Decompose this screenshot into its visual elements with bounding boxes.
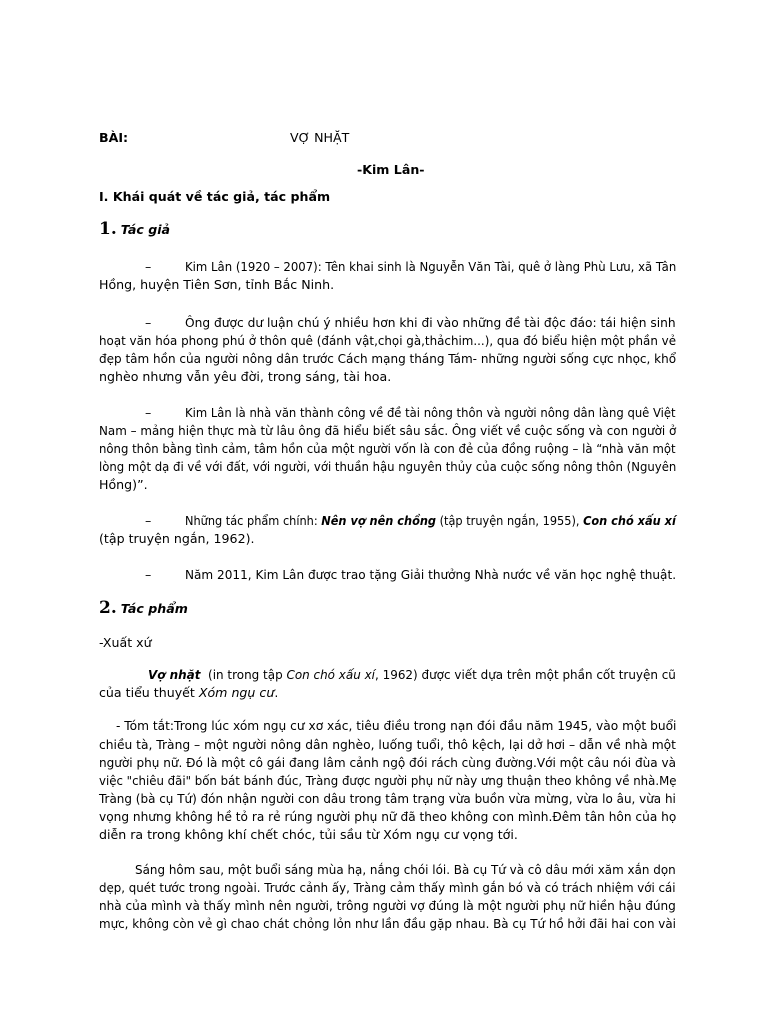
paragraph-line: Hồng)”. <box>99 477 148 492</box>
paragraph-line: Hồng, huyện Tiên Sơn, tỉnh Bắc Ninh. <box>99 277 335 292</box>
paragraph-line: Ông được dư luận chú ý nhiều hơn khi đi vào những đề tài độc đáo: tái hiện sinh <box>185 315 676 330</box>
origin-text: . <box>274 685 279 700</box>
summary-line: - Tóm tắt:Trong lúc xóm ngụ cư xơ xác, tiêu điều trong nạn đói đầu năm 1945, vào một buổi <box>116 718 677 733</box>
work-title: Con chó xấu xí <box>583 513 676 528</box>
summary-line: Tràng (bà cụ Tứ) đón nhận người con dâu trong tâm trạng vừa buồn vừa mừng, vừa lo âu, vừa hi <box>99 791 676 806</box>
work-title: Vợ nhặt <box>148 667 201 682</box>
paragraph-line: Kim Lân (1920 – 2007): Tên khai sinh là Nguyễn Văn Tài, quê ở làng Phù Lưu, xã Tân <box>185 259 677 274</box>
paragraph-line: Năm 2011, Kim Lân được trao tặng Giải thưởng Nhà nước về văn học nghệ thuật. <box>185 567 677 582</box>
novel-title: Xóm ngụ cư <box>198 685 275 700</box>
bullet-dash: – <box>145 567 152 582</box>
author-line: -Kim Lân- <box>357 162 425 177</box>
summary-line: người phụ nữ. Đó là một cô gái đang lâm cảnh ngộ đói rách cùng đường.Với một câu nói đùa và <box>99 755 676 770</box>
summary-line: vọng nhưng không hề tỏ ra rẻ rúng người phụ nữ đã theo không con mình.Đêm tân hôn của họ <box>99 809 677 824</box>
origin-text: , 1962) được viết dựa trên một phần cốt truyện cũ <box>374 667 676 682</box>
paragraph-line: nghèo nhưng vẫn yêu đời, trong sáng, tài hoa. <box>99 369 392 384</box>
origin-text: (in trong tập <box>200 667 287 682</box>
subsection-number: 1. <box>99 219 117 239</box>
bullet-dash: – <box>145 513 152 528</box>
works-mid: (tập truyện ngắn, 1955), <box>436 513 584 528</box>
subsection-heading-work <box>99 600 188 617</box>
paragraph-line-works <box>185 513 676 529</box>
origin-text: của tiểu thuyết <box>99 685 199 700</box>
morning-line: Sáng hôm sau, một buổi sáng mùa hạ, nắng chói lói. Bà cụ Tứ và cô dâu mới xăm xắn dọn <box>135 862 676 877</box>
subsection-label: Tác phẩm <box>120 601 188 616</box>
paragraph-line: Kim Lân là nhà văn thành công về đề tài nông thôn và người nông dân làng quê Việt <box>185 405 676 420</box>
bullet-dash: – <box>145 405 152 420</box>
morning-line: nhà của mình và thấy mình nên người, trông người vợ đúng là một người phụ nữ hiền hậu đúng <box>99 898 676 913</box>
document-title: VỢ NHẶT <box>290 130 350 145</box>
work-title: Nên vợ nên chồng <box>321 513 437 528</box>
origin-line <box>148 667 676 683</box>
paragraph-line: Nam – mảng hiện thực mà từ lâu ông đã hiểu biết sâu sắc. Ông viết về cuộc sống và con người ở <box>99 423 677 438</box>
summary-line: chiều tà, Tràng – một người nông dân nghèo, luống tuổi, thô kệch, lại dở hơi – dẫn về nhà một <box>99 737 676 752</box>
section-heading: I. Khái quát về tác giả, tác phẩm <box>99 189 331 204</box>
collection-title: Con chó xấu xí <box>286 667 375 682</box>
summary-line: việc "chiêu đãi" bốn bát bánh đúc, Tràng được người phụ nữ này ưng thuận theo không về nhà.Mẹ <box>99 773 677 788</box>
subsection-number: 2. <box>99 598 117 618</box>
paragraph-line: nông thôn bằng tình cảm, tâm hồn của một người vốn là con đẻ của đồng ruộng – là “nhà văn một <box>99 441 676 456</box>
bullet-dash: – <box>145 315 152 330</box>
morning-line: dẹp, quét tước trong ngoài. Trước cảnh ấy, Tràng cảm thấy mình gắn bó và có trách nhiệm với cái <box>99 880 676 895</box>
bai-label: BÀI: <box>99 130 129 145</box>
paragraph-line: đẹp tâm hồn của người nông dân trước Cách mạng tháng Tám- những người sống cực nhọc, khổ <box>99 351 677 366</box>
works-prefix: Những tác phẩm chính: <box>185 513 322 528</box>
subsection-heading-author <box>99 221 170 238</box>
paragraph-line: hoạt văn hóa phong phú ở thôn quê (đánh vật,chọi gà,thảchim...), qua đó biểu hiện một phần vẻ <box>99 333 677 348</box>
subsection-label: Tác giả <box>120 222 171 237</box>
paragraph-line: (tập truyện ngắn, 1962). <box>99 531 255 546</box>
origin-line <box>99 685 278 701</box>
origin-label: -Xuất xứ <box>99 635 152 650</box>
summary-line: diễn ra trong không khí chết chóc, tủi sầu từ Xóm ngụ cư vọng tới. <box>99 827 518 842</box>
bullet-dash: – <box>145 259 152 274</box>
paragraph-line: lòng một dạ đi về với đất, với người, với thuần hậu nguyên thủy của cuộc sống nông thôn (Nguyên <box>99 459 677 474</box>
morning-line: mực, không còn vẻ gì chao chát chỏng lỏn như lần đầu gặp nhau. Bà cụ Tứ hồ hởi đãi hai con vài <box>99 916 676 931</box>
